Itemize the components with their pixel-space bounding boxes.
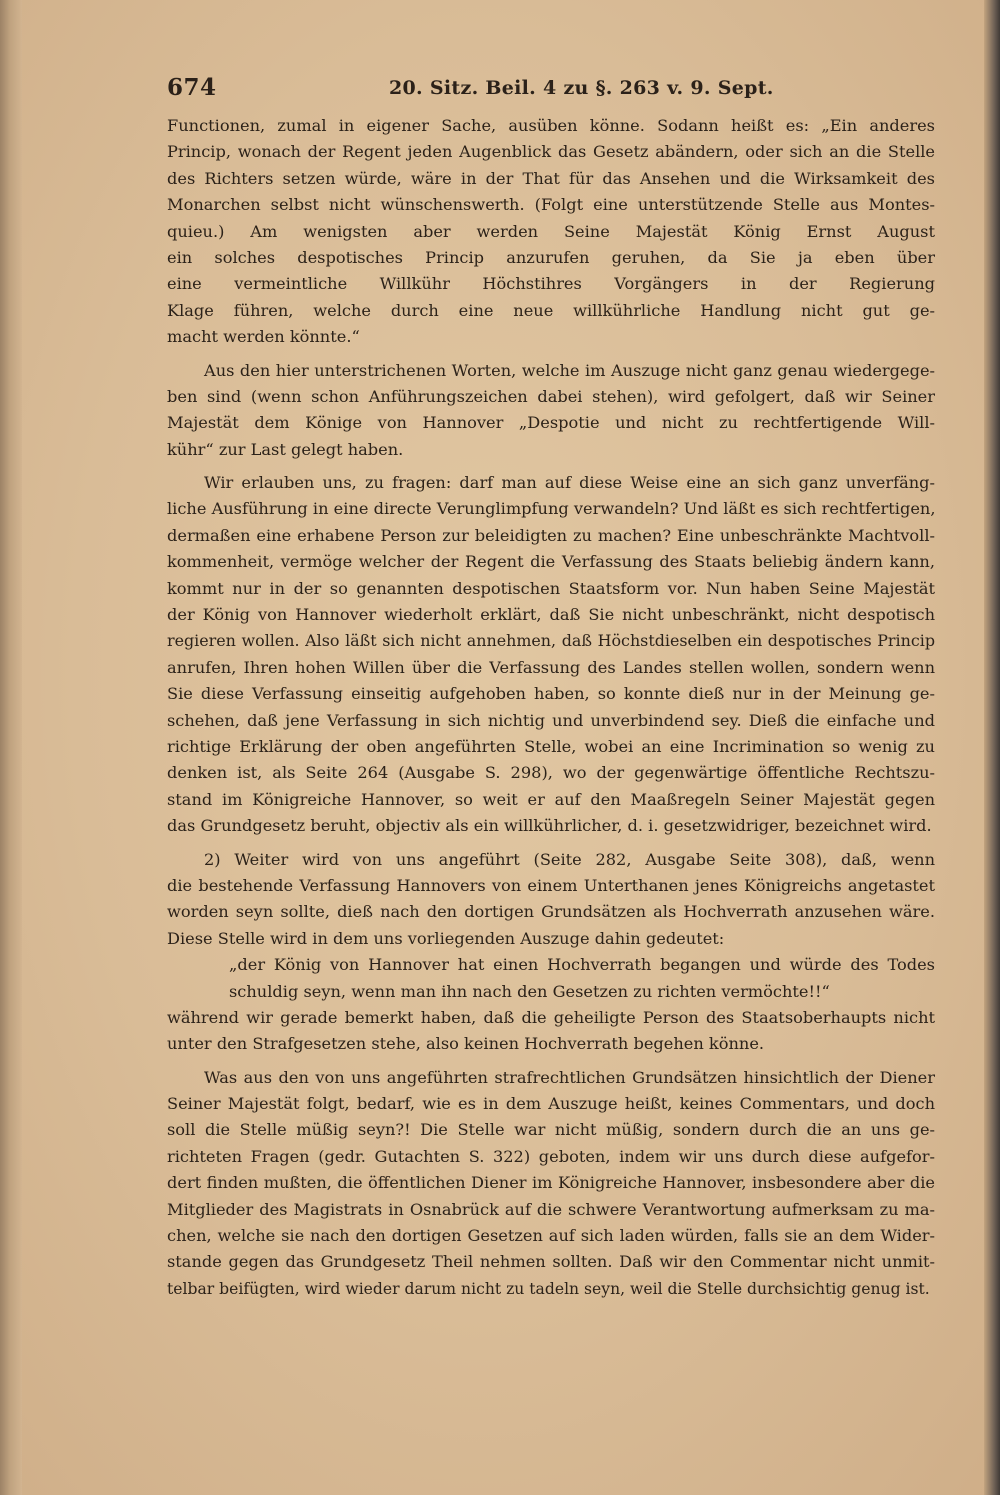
text-line: kommt nur in der so genannten despotischen Staatsform vor. Nun haben Seine Majestät [167,578,935,598]
text-line: quieu.) Am wenigsten aber werden Seine Majestät König Ernst August [167,221,935,241]
text-line: Seiner Majestät folgt, bedarf, wie es in dem Auszuge heißt, keines Commentars, und doch [167,1094,935,1114]
text-line: liche Ausführung in eine directe Verunglimpfung verwandeln? Und läßt es sich rechtfertigen, [167,499,935,519]
page-header [167,74,935,112]
text-line: Functionen, zumal in eigener Sache, ausüben könne. Sodann heißt es: „Ein anderes [167,116,935,135]
text-line: regieren wollen. Also läßt sich nicht annehmen, daß Höchstdieselben ein despotisches Princip [167,631,935,651]
text-line: worden seyn sollte, dieß nach den dortigen Grundsätzen als Hochverrath anzusehen wäre. [167,902,935,922]
text-line: der König von Hannover wiederholt erklärt, daß Sie nicht unbeschränkt, nicht despotisch [167,605,935,625]
text-line: eine vermeintliche Willkühr Höchstihres Vorgängers in der Regierung [167,274,935,294]
text-line: „der König von Hannover hat einen Hochverrath begangen und würde des Todes [229,955,935,975]
text-line: Aus den hier unterstrichenen Worten, welche im Auszuge nicht ganz genau wiedergege- [204,360,935,380]
body-text [167,113,935,1302]
page-number: 674 [167,74,217,101]
text-line: soll die Stelle müßig seyn?! Die Stelle war nicht müßig, sondern durch die an uns ge- [167,1120,935,1140]
text-line: richteten Fragen (gedr. Gutachten S. 322) geboten, indem wir uns durch diese aufgefor- [167,1146,935,1166]
paragraph [167,113,935,351]
text-line: 2) Weiter wird von uns angeführt (Seite 282, Ausgabe Seite 308), daß, wenn [204,849,935,869]
text-line: macht werden könnte.“ [167,327,360,347]
text-line: die bestehende Verfassung Hannovers von einem Unterthanen jenes Königreichs angetastet [167,875,935,895]
text-line: stand im Königreiche Hannover, so weit er auf den Maaßregeln Seiner Majestät gegen [167,789,935,809]
text-line: ben sind (wenn schon Anführungszeichen dabei stehen), wird gefolgert, daß wir Seiner [167,386,935,406]
block-quote [167,952,935,1005]
text-line: kommenheit, vermöge welcher der Regent die Verfassung des Staats beliebig ändern kann, [167,552,935,572]
running-head: 20. Sitz. Beil. 4 zu §. 263 v. 9. Sept. [389,77,774,99]
text-line: Sie diese Verfassung einseitig aufgehoben haben, so konnte dieß nur in der Meinung ge- [167,684,935,704]
paragraph [167,1065,935,1303]
text-line: telbar beifügten, wird wieder darum nicht zu tadeln seyn, weil die Stelle durchsichtig genug ist. [167,1279,930,1298]
text-line: Mitglieder des Magistrats in Osnabrück auf die schwere Verantwortung aufmerksam zu ma- [167,1199,935,1219]
text-line: unter den Strafgesetzen stehe, also keinen Hochverrath begehen könne. [167,1034,765,1054]
text-line: des Richters setzen würde, wäre in der That für das Ansehen und die Wirksamkeit des [167,168,935,188]
paragraph [167,847,935,953]
text-line: dert finden mußten, die öffentlichen Diener im Königreiche Hannover, insbesondere aber die [167,1173,935,1193]
page-left-edge [0,0,22,1495]
text-line: stande gegen das Grundgesetz Theil nehmen sollten. Daß wir den Commentar nicht unmit- [167,1252,935,1272]
text-line: während wir gerade bemerkt haben, daß die geheiligte Person des Staatsoberhaupts nicht [167,1007,935,1027]
text-line: Princip, wonach der Regent jeden Augenblick das Gesetz abändern, oder sich an die Stelle [167,142,935,162]
text-line: ein solches despotisches Princip anzurufen geruhen, da Sie ja eben über [167,247,935,267]
text-line: dermaßen eine erhabene Person zur beleidigten zu machen? Eine unbeschränkte Machtvoll- [167,525,935,545]
text-line: Klage führen, welche durch eine neue willkührliche Handlung nicht gut ge- [167,300,935,320]
text-line: Monarchen selbst nicht wünschenswerth. (Folgt eine unterstützende Stelle aus Montes- [167,195,935,215]
text-line: schuldig seyn, wenn man ihn nach den Gesetzen zu richten vermöchte!!“ [229,981,830,1001]
paragraph [167,1005,935,1058]
paragraph [167,470,935,839]
text-line: denken ist, als Seite 264 (Ausgabe S. 298), wo der gegenwärtige öffentliche Rechtszu- [167,763,935,783]
text-line: Was aus den von uns angeführten strafrechtlichen Grundsätzen hinsichtlich der Diener [204,1067,935,1087]
text-line: chen, welche sie nach den dortigen Gesetzen auf sich laden würden, falls sie an dem Wider- [167,1226,935,1246]
text-line: richtige Erklärung der oben angeführten Stelle, wobei an eine Incrimination so wenig zu [167,736,935,756]
page-right-edge [984,0,1000,1495]
text-line: schehen, daß jene Verfassung in sich nichtig und unverbindend sey. Dieß die einfache und [167,710,935,730]
text-line: Diese Stelle wird in dem uns vorliegenden Auszuge dahin gedeutet: [167,928,725,948]
text-line: das Grundgesetz beruht, objectiv als ein willkührlicher, d. i. gesetzwidriger, bezeichnet wird. [167,816,932,836]
text-line: anrufen, Ihren hohen Willen über die Verfassung des Landes stellen wollen, sondern wenn [167,657,935,677]
text-line: Wir erlauben uns, zu fragen: darf man auf diese Weise eine an sich ganz unverfäng- [204,473,935,493]
paragraph [167,358,935,464]
text-line: Majestät dem Könige von Hannover „Despotie und nicht zu rechtfertigende Will- [167,413,935,433]
text-line: kühr“ zur Last gelegt haben. [167,439,404,459]
